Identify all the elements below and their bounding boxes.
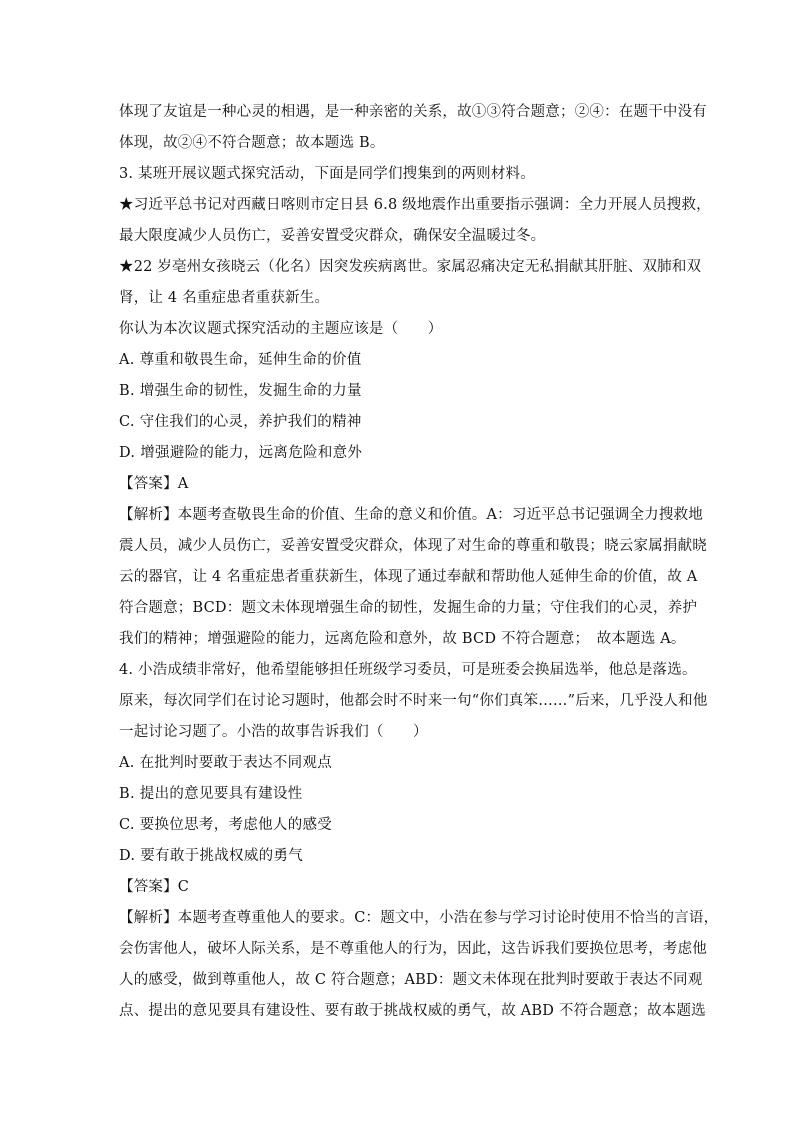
- text-line: 点、提出的意见要具有建设性、要有敢于挑战权威的勇气，故 ABD 不符合题意；故本题选: [119, 1003, 706, 1019]
- option-c: C. 要换位思考，考虑他人的感受: [119, 817, 333, 833]
- text-line: 云的器官，让 4 名重症患者重获新生，体现了通过奉献和帮助他人延伸生命的价值，故 A: [119, 569, 698, 585]
- question-3-prompt: 你认为本次议题式探究活动的主题应该是（ ）: [119, 321, 443, 337]
- question-3-stem: 3. 某班开展议题式探究活动，下面是同学们搜集到的两则材料。: [119, 166, 535, 182]
- text-line: 震人员，减少人员伤亡，妥善安置受灾群众，体现了对生命的尊重和敬畏；晓云家属捐献晓: [119, 538, 707, 554]
- option-a: A. 尊重和敬畏生命，延伸生命的价值: [119, 352, 362, 368]
- text-line: 一起讨论习题了。小浩的故事告诉我们（ ）: [119, 724, 428, 740]
- text-line: 肾，让 4 名重症患者重获新生。: [119, 290, 330, 306]
- material-1: ★习近平总书记对西藏日喀则市定日县 6.8 级地震作出重要指示强调：全力开展人员搜救，: [119, 197, 711, 213]
- answer-label: 【答案】A: [119, 476, 189, 492]
- text-line: 我们的精神；增强避险的能力，远离危险和意外，故 BCD 不符合题意； 故本题选 A。: [119, 631, 686, 647]
- text-line: 体现了友谊是一种心灵的相遇，是一种亲密的关系，故①③符合题意；②④：在题干中没有: [119, 104, 707, 120]
- option-b: B. 提出的意见要具有建设性: [119, 786, 303, 802]
- option-d: D. 增强避险的能力，远离危险和意外: [119, 445, 363, 461]
- question-4-stem: 4. 小浩成绩非常好，他希望能够担任班级学习委员，可是班委会换届选举，他总是落选。: [119, 662, 697, 678]
- text-line: 符合题意；BCD：题文未体现增强生命的韧性，发掘生命的力量；守住我们的心灵，养护: [119, 600, 698, 616]
- option-b: B. 增强生命的韧性，发掘生命的力量: [119, 383, 362, 399]
- option-d: D. 要有敢于挑战权威的勇气: [119, 848, 304, 864]
- text-line: 人的感受，做到尊重他人，故 C 符合题意；ABD：题文未体现在批判时要敢于表达不同观: [119, 972, 703, 988]
- text-line: 会伤害他人，破坏人际关系，是不尊重他人的行为，因此，这告诉我们要换位思考，考虑他: [119, 941, 707, 957]
- analysis-paragraph: 【解析】本题考查尊重他人的要求。C：题文中，小浩在参与学习讨论时使用不恰当的言语，: [119, 910, 719, 926]
- option-c: C. 守住我们的心灵，养护我们的精神: [119, 414, 362, 430]
- text-line: 体现，故②④不符合题意；故本题选 B。: [119, 135, 385, 151]
- text-line: 最大限度减少人员伤亡，妥善安置受灾群众，确保安全温暖过冬。: [119, 228, 546, 244]
- text-line: 原来，每次同学们在讨论习题时，他都会时不时来一句“你们真笨……”后来，几乎没人和他: [119, 693, 708, 709]
- analysis-paragraph: 【解析】本题考查敬畏生命的价值、生命的意义和价值。A：习近平总书记强调全力搜救地: [119, 507, 703, 523]
- option-a: A. 在批判时要敢于表达不同观点: [119, 755, 332, 771]
- material-2: ★22 岁亳州女孩晓云（化名）因突发疾病离世。家属忍痛决定无私捐献其肝脏、双肺和双: [119, 259, 702, 275]
- answer-label: 【答案】C: [119, 879, 190, 895]
